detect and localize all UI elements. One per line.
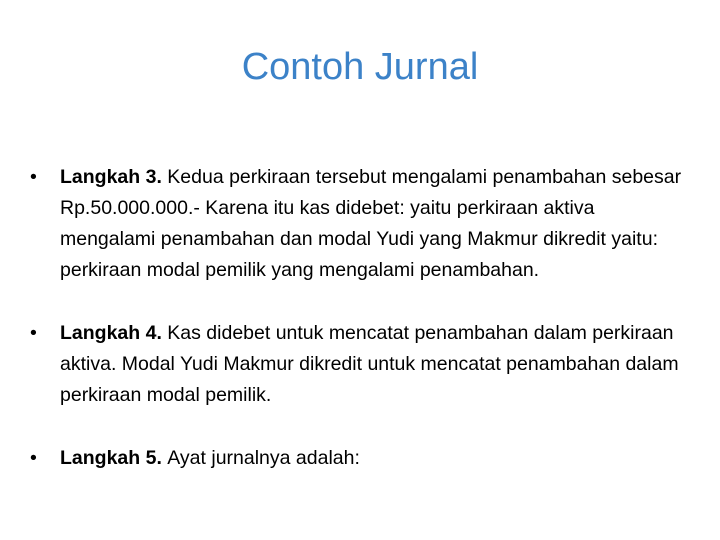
step-text: Ayat jurnalnya adalah: [167, 447, 360, 469]
bullet-icon: • [30, 166, 37, 188]
step-label: Langkah 5. [60, 447, 168, 469]
step-text: Kedua perkiraan tersebut mengalami penambahan sebesar Rp.50.000.000.- Karena itu kas didebet: yaitu perkiraan aktiva mengalami penambahan dan modal Yudi yang Makmur dikredit yaitu: perkiraan modal pemilik yang mengalami penambahan. [60, 166, 682, 281]
step-label: Langkah 4. [60, 322, 168, 344]
step-label: Langkah 3. [60, 166, 168, 188]
bullet-list [30, 162, 690, 506]
bullet-item-step-5 [30, 443, 690, 474]
slide-title: Contoh Jurnal [241, 46, 479, 88]
bullet-icon: • [30, 322, 37, 344]
bullet-item-step-3 [30, 162, 690, 286]
bullet-icon: • [30, 447, 37, 469]
step-text: Kas didebet untuk mencatat penambahan dalam perkiraan aktiva. Modal Yudi Makmur dikredit untuk mencatat penambahan dalam perkiraan modal pemilik. [60, 322, 679, 406]
bullet-item-step-4 [30, 318, 690, 411]
